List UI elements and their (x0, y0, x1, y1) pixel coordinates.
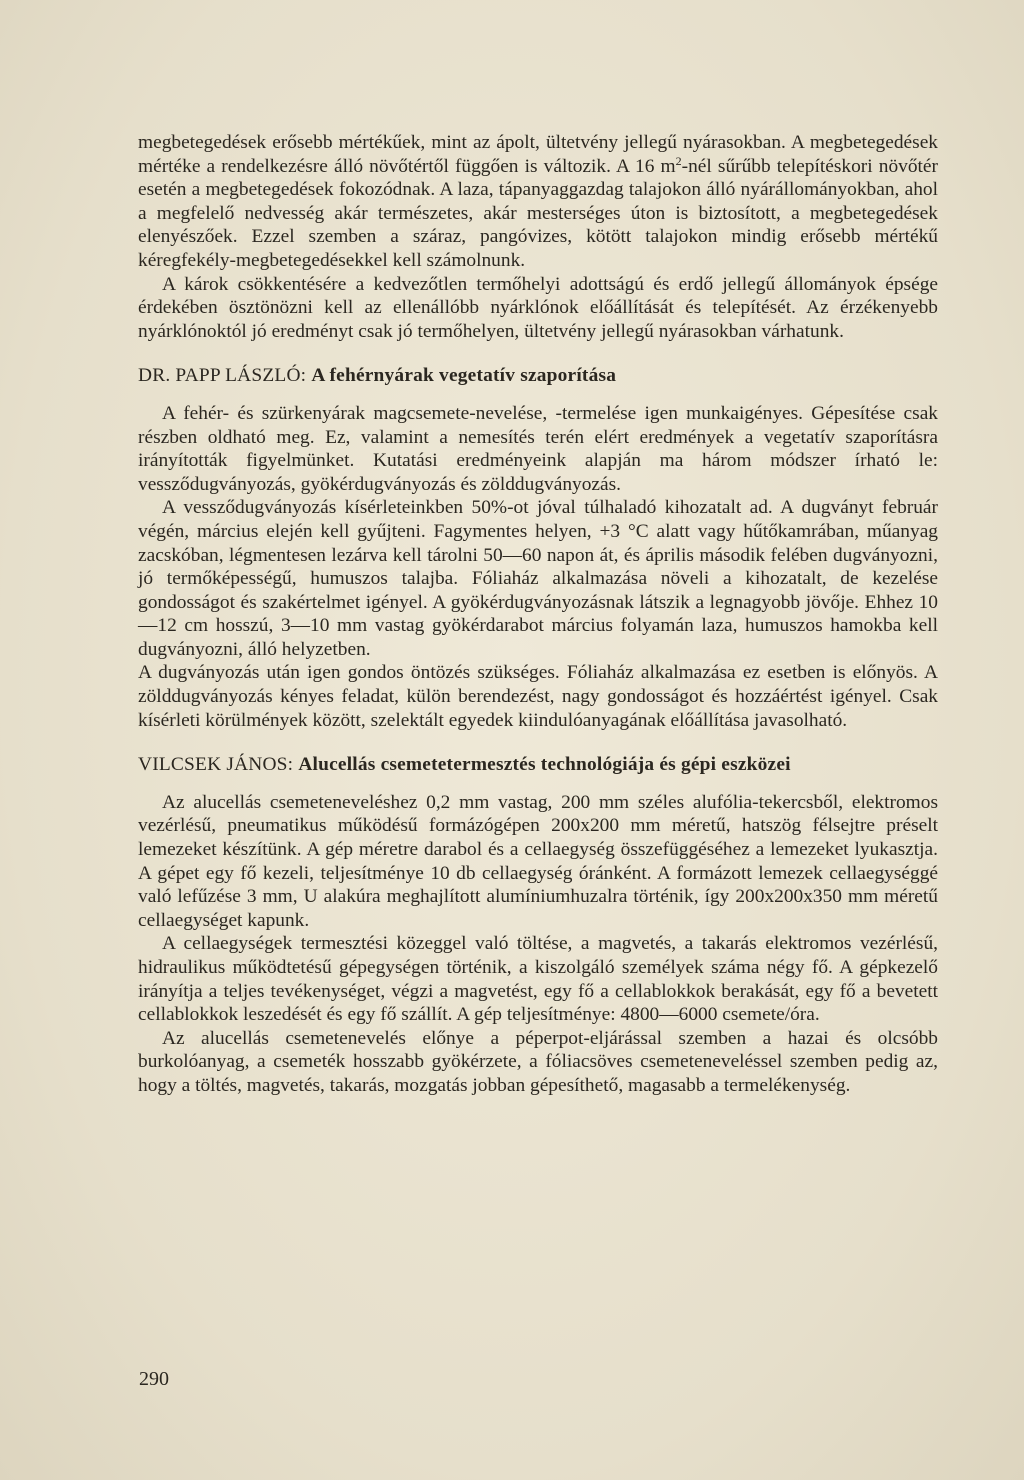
paragraph: A dugványozás után igen gondos öntözés szükséges. Fóliaház alkalmazása ez esetben is előnyös. A zölddugványozás kényes feladat, külön berendezést, nagy gondosságot és hozzáértést igényel. Csak kísérleti körülmények között, szelektált egyedek kiindulóanyagának előállítása javasolható. (138, 662, 938, 731)
section-title: Alucellás csemetetermesztés technológiája és gépi eszközei (298, 754, 791, 776)
page-number: 290 (139, 1368, 169, 1390)
paragraph-text: megbetegedések erősebb mértékűek, mint az ápolt, ültetvény jellegű nyárasokban. A megbetegedések mértéke a rendelkezésre álló növőtértől függően is változik. A 16 m (138, 132, 938, 177)
paragraph: A cellaegységek termesztési közeggel való töltése, a magvetés, a takarás elektromos vezérlésű, hidraulikus működtetésű gépegységen történik, a kiszolgáló személyek száma négy fő. A gépkezelő irányítja a teljes tevékenységet, végzi a magvetést, egy fő a cellablokkok berakását, egy fő a bevetett cellablokkok leszedését és egy fő szállít. A gép teljesítménye: 4800—6000 csemete/óra. (138, 933, 938, 1026)
section-heading (138, 364, 938, 388)
paragraph: Az alucellás csemetenevelés előnye a péperpot-eljárással szemben a hazai és olcsóbb burkolóanyag, a csemeték hosszabb gyökérzete, a fóliacsöves csemeteneveléssel szemben pedig az, hogy a töltés, magvetés, takarás, mozgatás jobban gépesíthető, magasabb a termelékenység. (138, 1027, 938, 1096)
superscript: 2 (675, 153, 682, 168)
paragraph: A vessződugványozás kísérleteinkben 50%-ot jóval túlhaladó kihozatalt ad. A dugványt február végén, március elején kell gyűjteni. Fagymentes helyen, +3 °C alatt vagy hűtőkamrában, műanyag zacskóban, légmentesen lezárva kell tárolni 50—60 napon át, és április második felében dugványozni, jó termőképességű, humuszos talajba. Fóliaház alkalmazása növeli a kihozatalt, de kezelése gondosságot és szakértelmet igényel. A gyökérdugványozásnak látszik a legnagyobb jövője. Ehhez 10—12 cm hosszú, 3—10 mm vastag gyökérdarabot március folyamán laza, humuszos hamokba kell dugványozni, álló helyzetben. (138, 497, 938, 660)
section-author: VILCSEK JÁNOS: (138, 754, 294, 776)
paragraph: A fehér- és szürkenyárak magcsemete-nevelése, -termelése igen munkaigényes. Gépesítése csak részben oldható meg. Ez, valamint a nemesítés terén elért eredmények a vegetatív szaporításra irányították figyelmünket. Kutatási eredményeink alapján ma három módszer írható le: vessződugványozás, gyökérdugványozás és zölddugványozás. (138, 402, 938, 495)
section-title: A fehérnyárak vegetatív szaporítása (311, 365, 617, 387)
paragraph (138, 131, 938, 273)
paragraph: A károk csökkentésére a kedvezőtlen termőhelyi adottságú és erdő jellegű állományok épsége érdekében ösztönözni kell az ellenállóbb nyárklónok előállítását és telepítését. Az érzékenyebb nyárklónoktól jó eredményt csak jó termőhelyen, ültetvény jellegű nyárasokban várhatunk. (138, 273, 938, 342)
section-heading (138, 753, 938, 777)
paragraph: Az alucellás csemeteneveléshez 0,2 mm vastag, 200 mm széles alufólia-tekercsből, elektromos vezérlésű, pneumatikus működésű formázógépen 200x200 mm méretű, hatszög félsejtre préselt lemezeket készítünk. A gép méretre darabol és a cellaegység összefüggéséhez a lemezeket lyukasztja. A gépet egy fő kezeli, teljesítménye 10 db cellaegység óránként. A formázott lemezek cellaegységgé való lefűzése 3 mm, U alakúra meghajlított alumíniumhuzalra történik, így 200x200x350 mm méretű cellaegységet kapunk. (138, 791, 938, 931)
section-author: DR. PAPP LÁSZLÓ: (138, 365, 307, 387)
paragraph-text: -nél sűrűbb telepítéskori növőtér esetén a megbetegedések fokozódnak. A laza, tápanyaggazdag talajokon álló nyárállományokban, ahol a megfelelő nedvesség akár természetes, akár mesterséges úton is biztosított, a megbetegedések elenyészőek. Ezzel szemben a száraz, pangóvizes, kötött talajokon mindig erősebb mértékű kéregfekély-megbetegedésekkel kell számolnunk. (138, 155, 938, 271)
body-text (138, 131, 938, 1098)
